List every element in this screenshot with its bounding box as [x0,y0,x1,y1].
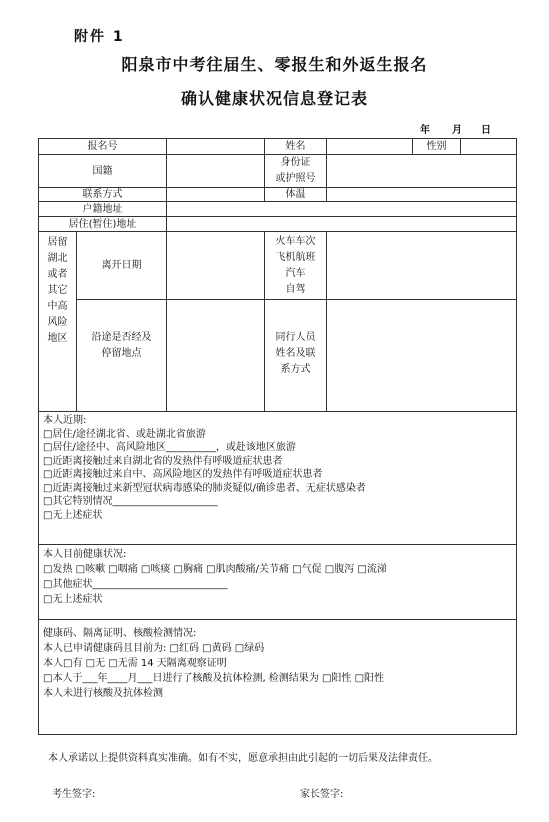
student-signature-label: 考生签字: [52,789,96,800]
reg-no-label: 报名号 [39,139,167,155]
contact-label: 联系方式 [39,188,167,202]
parent-signature-label: 家长签字: [300,789,344,800]
recent-item-2[interactable]: □居住/途径中、高风险地区__________，或赴该地区旅游 [43,442,296,453]
health-heading: 本人目前健康状况: [43,549,127,560]
recent-item-7[interactable]: □无上述症状 [43,509,103,521]
stay-region-label [39,232,77,412]
stops-line-1: 沿途是否经及 [91,332,152,343]
health-item-1[interactable]: □发热 □咳嗽 □咽痛 □咳痰 □胸痛 □肌肉酸痛/关节痛 □气促 □腹泻 □流涕 [43,564,387,575]
name-label: 姓名 [265,139,327,155]
household-address-field[interactable] [167,202,517,217]
stops-field[interactable] [167,300,265,412]
stay-line-4: 其它 [47,285,68,296]
stay-line-6: 风险 [47,317,68,328]
stay-line-5: 中高 [47,301,68,312]
health-status-section [39,545,517,620]
leave-date-label: 离开日期 [77,232,167,300]
stay-line-3: 或者 [47,269,68,280]
companions-line-2: 姓名及联 [275,348,316,359]
contact-field[interactable] [167,188,265,202]
form-title-line2: 确认健康状况信息登记表 [180,89,368,108]
household-address-label: 户籍地址 [39,202,167,217]
health-item-3[interactable]: □无上述症状 [43,594,103,605]
companions-line-3: 系方式 [280,364,311,375]
transport-field[interactable] [327,232,517,300]
registration-table [38,138,517,735]
stay-line-2: 湖北 [47,253,68,264]
transport-line-1: 火车车次 [275,235,316,247]
health-item-2[interactable]: □其他症状___________________________ [43,579,228,590]
residence-address-label: 居住(暂住)地址 [39,217,167,232]
nationality-label: 国籍 [39,155,167,188]
annex-label: 附件 1 [74,29,125,45]
recent-item-6[interactable]: □其它特别情况_____________________ [43,496,218,507]
nationality-field[interactable] [167,155,265,188]
gender-label: 性别 [413,139,461,155]
codes-item-2[interactable]: 本人□有 □无 □无需 14 天隔离观察证明 [43,658,227,669]
promise-statement: 本人承诺以上提供资料真实准确。如有不实，愿意承担由此引起的一切后果及法律责任。 [48,753,438,764]
companions-field[interactable] [327,300,517,412]
codes-item-1[interactable]: 本人已申请健康码且目前为: □红码 □黄码 □绿码 [43,643,265,654]
stay-line-7: 地区 [47,333,68,344]
codes-item-4[interactable]: 本人未进行核酸及抗体检测 [43,688,163,699]
transport-line-3: 汽车 [285,267,306,279]
recent-heading: 本人近期: [43,415,87,426]
gender-field[interactable] [461,139,517,155]
temperature-field[interactable] [327,188,517,202]
id-number-label [265,155,327,188]
residence-address-field[interactable] [167,217,517,232]
companions-line-1: 同行人员 [275,332,316,343]
id-label-line1: 身份证 [280,157,311,168]
recent-history-section [39,412,517,545]
codes-item-3[interactable]: □本人于___年____月___日进行了核酸及抗体检测, 检测结果为 □阳性 □阳性 [43,673,385,684]
date-day-label: 日 [481,125,491,136]
id-number-field[interactable] [327,155,517,188]
temperature-label: 体温 [265,188,327,202]
stops-label [77,300,167,412]
stops-line-2: 停留地点 [101,348,142,359]
id-label-line2: 或护照号 [275,173,316,184]
leave-date-field[interactable] [167,232,265,300]
recent-item-1[interactable]: □居住/途径湖北省、或赴湖北省旅游 [43,428,206,440]
date-month-label: 月 [452,125,462,136]
transport-line-2: 飞机航班 [275,251,316,263]
reg-no-field[interactable] [167,139,265,155]
transport-line-4: 自驾 [285,283,306,295]
codes-heading: 健康码、隔离证明、核酸检测情况: [43,628,197,639]
date-year-label: 年 [420,125,430,136]
name-field[interactable] [327,139,413,155]
transport-label [265,232,327,300]
recent-item-4[interactable]: □近距离接触过来自中、高风险地区的发热伴有呼吸道症状患者 [43,469,323,480]
health-code-section [39,620,517,735]
stay-line-1: 居留 [47,237,68,248]
companions-label [265,300,327,412]
form-title-line1: 阳泉市中考往届生、零报生和外返生报名 [121,55,428,74]
recent-item-3[interactable]: □近距离接触过来自湖北省的发热伴有呼吸道症状患者 [43,455,283,467]
recent-item-5[interactable]: □近距离接触过来新型冠状病毒感染的肺炎疑似/确诊患者、无症状感染者 [43,482,366,494]
